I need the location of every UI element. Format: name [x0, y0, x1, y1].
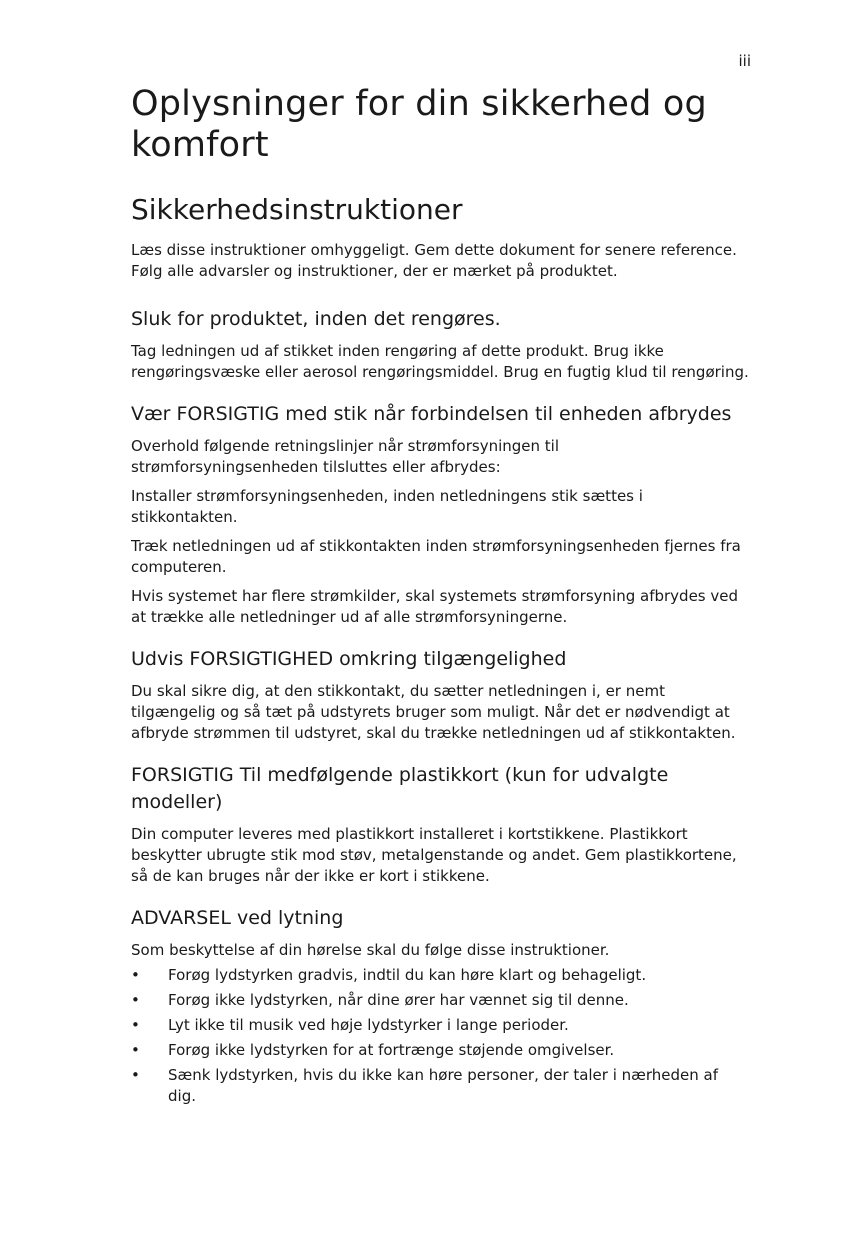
listening-list — [131, 965, 749, 1107]
heading-accessibility: Udvis FORSIGTIGHED omkring tilgængelighed — [131, 648, 567, 670]
heading-cleaning: Sluk for produktet, inden det rengøres. — [131, 308, 501, 330]
bullet-icon: • — [131, 1041, 140, 1059]
bullet-icon: • — [131, 1066, 140, 1084]
plug-paragraph-2: Installer strømforsyningsenheden, inden netledningens stik sættes i stikkontakten. — [131, 487, 643, 526]
plug-paragraph-1: Overhold følgende retningslinjer når strømforsyningen til strømforsyningsenheden tilsluttes eller afbrydes: — [131, 437, 560, 476]
plug-paragraph-4: Hvis systemet har flere strømkilder, skal systemets strømforsyning afbrydes ved at trække alle netledninger ud af alle strømforsyningerne. — [131, 587, 739, 626]
intro-paragraph: Læs disse instruktioner omhyggeligt. Gem dette dokument for senere reference. Følg alle advarsler og instruktioner, der er mærket på produktet. — [131, 241, 737, 280]
listening-intro: Som beskyttelse af din hørelse skal du følge disse instruktioner. — [131, 941, 610, 959]
heading-plug-caution: Vær FORSIGTIG med stik når forbindelsen til enheden afbrydes — [131, 403, 732, 425]
plug-paragraph-3: Træk netledningen ud af stikkontakten inden strømforsyningsenheden fjernes fra computeren. — [131, 537, 741, 576]
heading-plastic-cards: FORSIGTIG Til medfølgende plastikkort (kun for udvalgte modeller) — [131, 764, 669, 813]
plastic-cards-paragraph: Din computer leveres med plastikkort installeret i kortstikkene. Plastikkort beskytter ubrugte stik mod støv, metalgenstande og andet. Gem plastikkortene, så de kan bruges når der ikke er kort i stikkene. — [131, 825, 737, 885]
bullet-icon: • — [131, 1016, 140, 1034]
bullet-icon: • — [131, 991, 140, 1009]
page-number: iii — [738, 52, 751, 70]
list-item: • Sænk lydstyrken, hvis du ikke kan høre personer, der taler i nærheden af dig. — [131, 1066, 719, 1105]
cleaning-paragraph: Tag ledningen ud af stikket inden rengøring af dette produkt. Brug ikke rengøringsvæske eller aerosol rengøringsmiddel. Brug en fugtig klud til rengøring. — [131, 342, 749, 381]
list-item: • Forøg lydstyrken gradvis, indtil du kan høre klart og behageligt. — [131, 966, 647, 984]
accessibility-paragraph: Du skal sikre dig, at den stikkontakt, du sætter netledningen i, er nemt tilgængelig og så tæt på udstyrets bruger som muligt. Når det er nødvendigt at afbryde strømmen til udstyret, skal du trække netledningen ud af stikkontakten. — [131, 682, 736, 742]
page-content — [131, 84, 749, 1107]
list-item: • Forøg ikke lydstyrken, når dine ører har vænnet sig til denne. — [131, 991, 629, 1009]
page-title: Oplysninger for din sikkerhed og komfort — [131, 84, 707, 165]
bullet-icon: • — [131, 966, 140, 984]
heading-listening-warning: ADVARSEL ved lytning — [131, 907, 344, 929]
list-item: • Forøg ikke lydstyrken for at fortrænge støjende omgivelser. — [131, 1041, 615, 1059]
section-title: Sikkerhedsinstruktioner — [131, 193, 463, 226]
list-item: • Lyt ikke til musik ved høje lydstyrker i lange perioder. — [131, 1016, 569, 1034]
